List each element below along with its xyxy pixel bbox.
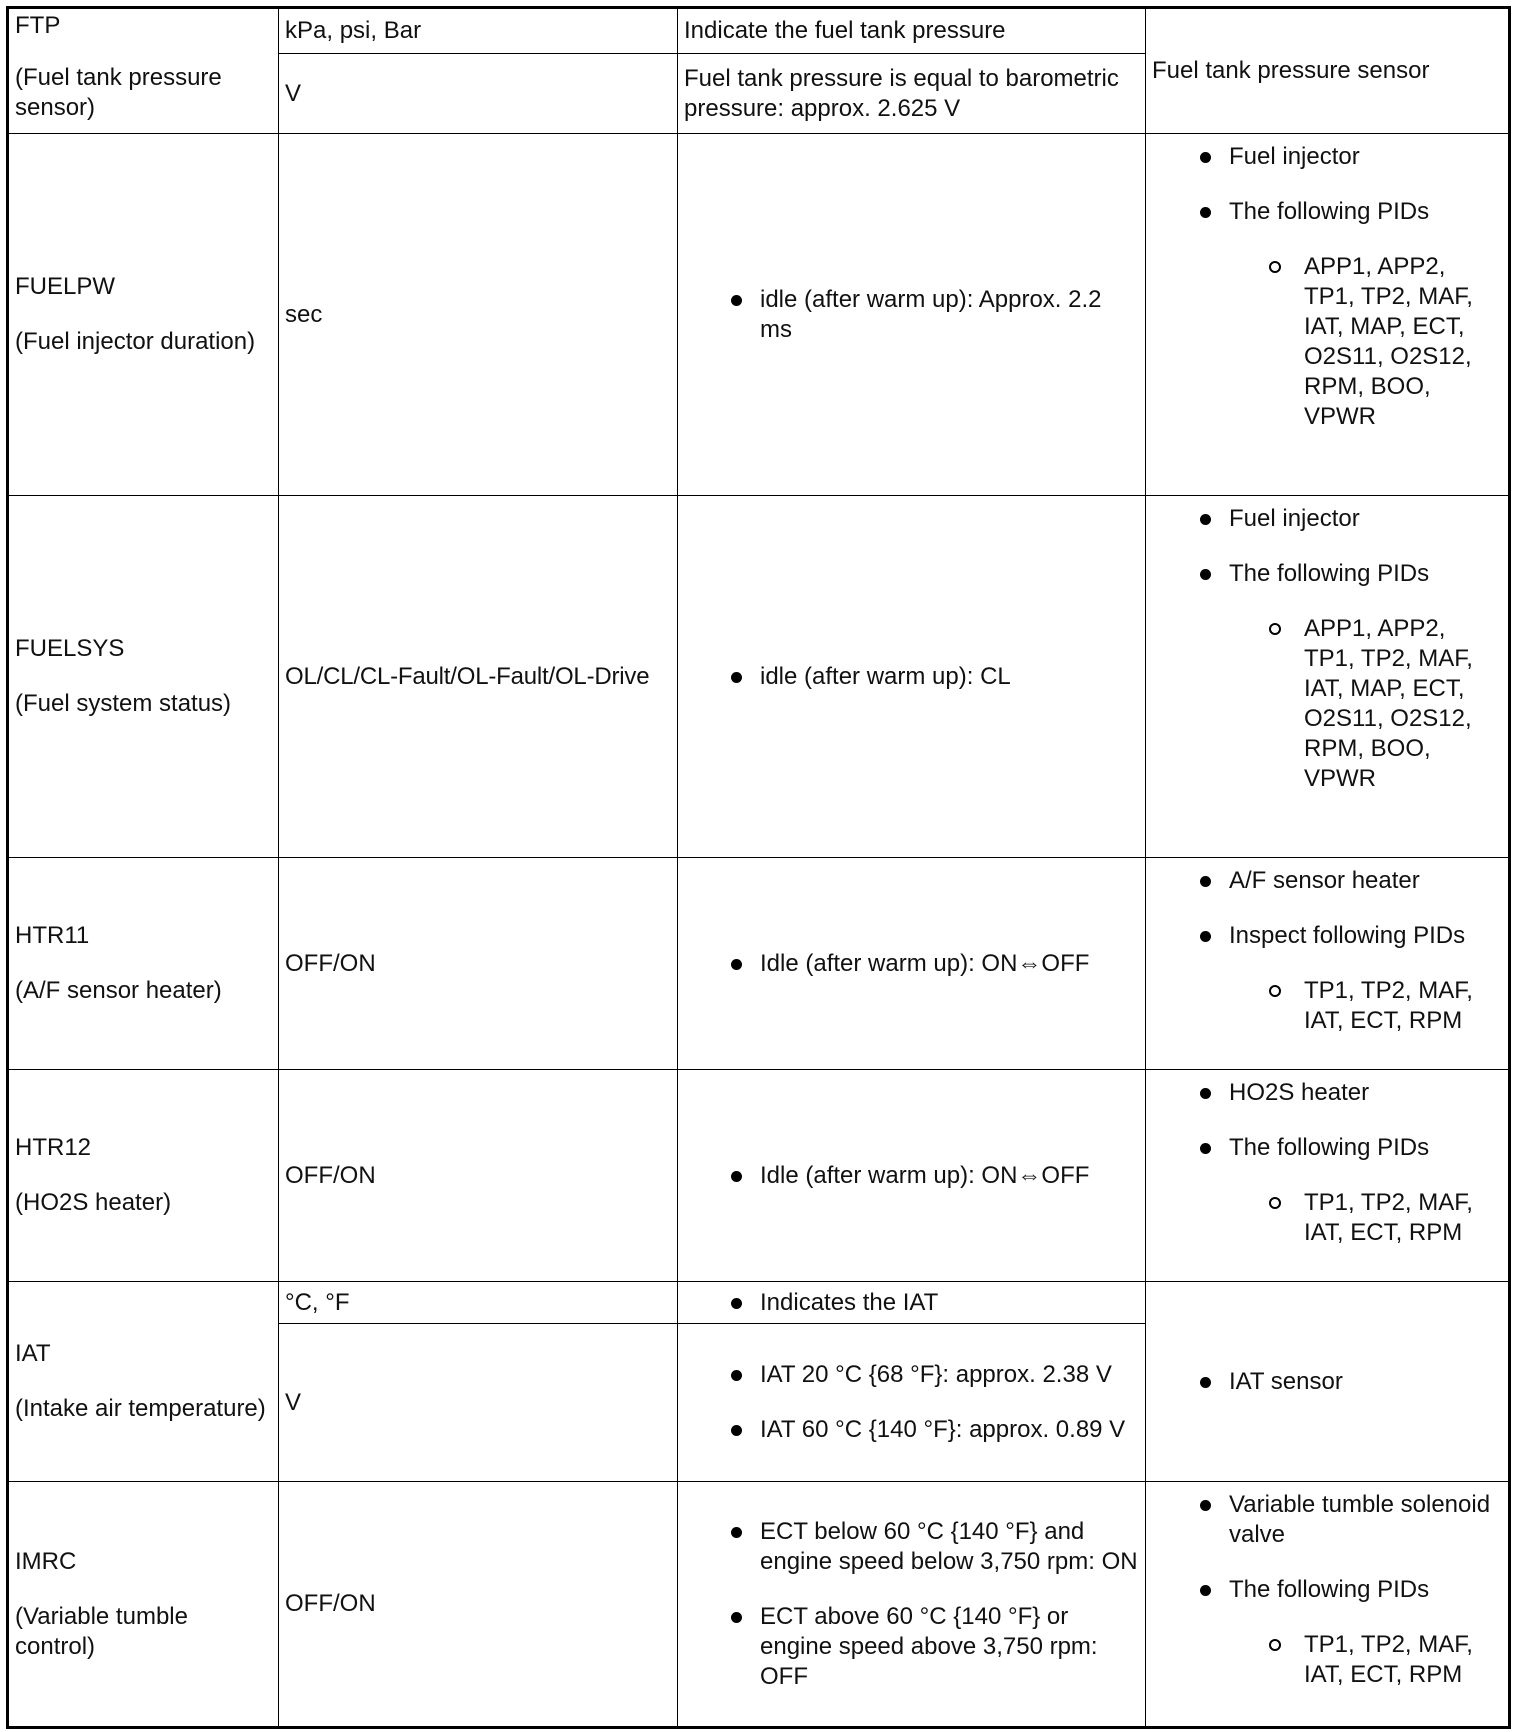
list-item: Variable tumble solenoid valve	[1152, 1490, 1502, 1550]
pid-cell	[8, 134, 279, 496]
inspection-item-cell	[1146, 1482, 1510, 1728]
unit-cell: OFF/ON	[279, 1070, 678, 1282]
inspection-item-cell	[1146, 134, 1510, 496]
list-item	[1152, 197, 1502, 432]
list-item: ECT below 60 °C {140 °F} and engine speed below 3,750 rpm: ON	[684, 1517, 1139, 1577]
list-item: IAT sensor	[1152, 1367, 1502, 1397]
sub-list-item: TP1, TP2, MAF, IAT, ECT, RPM	[1229, 976, 1502, 1036]
inspection-item-cell	[1146, 1070, 1510, 1282]
list-item: A/F sensor heater	[1152, 866, 1502, 896]
pid-cell	[8, 1282, 279, 1482]
pid-description: (A/F sensor heater)	[15, 977, 222, 1004]
pid-description: (Fuel injector duration)	[15, 328, 256, 355]
list-item: Fuel injector	[1152, 142, 1502, 172]
list-item: HO2S heater	[1152, 1078, 1502, 1108]
list-item-label: The following PIDs	[1229, 198, 1430, 225]
list-item: ECT above 60 °C {140 °F} or engine speed above 3,750 rpm: OFF	[684, 1602, 1139, 1692]
sub-list-item: TP1, TP2, MAF, IAT, ECT, RPM	[1229, 1630, 1502, 1690]
pid-description: (Variable tumble control)	[15, 1602, 188, 1660]
list-item: Idle (after warm up): ON⇔OFF	[684, 949, 1139, 979]
pid-cell	[8, 1482, 279, 1728]
pid-description: (Fuel tank pressure sensor)	[15, 64, 222, 121]
list-item: Fuel injector	[1152, 504, 1502, 534]
table-row-fuelsys	[8, 496, 1510, 858]
condition-cell	[678, 1070, 1146, 1282]
condition-cell	[678, 1324, 1146, 1482]
pid-description: (Fuel system status)	[15, 690, 232, 717]
unit-cell: V	[279, 1324, 678, 1482]
pid-cell	[8, 8, 279, 134]
list-item: IAT 60 °C {140 °F}: approx. 0.89 V	[684, 1415, 1139, 1445]
list-item: IAT 20 °C {68 °F}: approx. 2.38 V	[684, 1360, 1139, 1390]
table-row-htr11	[8, 858, 1510, 1070]
condition-cell	[678, 858, 1146, 1070]
unit-cell: sec	[279, 134, 678, 496]
list-item-label: Inspect following PIDs	[1229, 922, 1466, 949]
condition-cell: Indicate the fuel tank pressure	[678, 8, 1146, 54]
pid-description: (Intake air temperature)	[15, 1395, 266, 1422]
pid-name: FUELSYS	[15, 635, 125, 662]
table-row-fuelpw	[8, 134, 1510, 496]
condition-cell	[678, 134, 1146, 496]
unit-cell: V	[279, 54, 678, 134]
list-item-label: The following PIDs	[1229, 560, 1430, 587]
unit-cell: OFF/ON	[279, 858, 678, 1070]
pid-cell	[8, 1070, 279, 1282]
unit-cell: kPa, psi, Bar	[279, 8, 678, 54]
sub-list-item: TP1, TP2, MAF, IAT, ECT, RPM	[1229, 1188, 1502, 1248]
inspection-item-cell: Fuel tank pressure sensor	[1146, 8, 1510, 134]
sub-list-item: APP1, APP2, TP1, TP2, MAF, IAT, MAP, ECT, O2S11, O2S12, RPM, BOO, VPWR	[1229, 614, 1502, 794]
list-item-label: The following PIDs	[1229, 1576, 1430, 1603]
list-item: Indicates the IAT	[684, 1288, 1139, 1318]
table-row-imrc	[8, 1482, 1510, 1728]
list-item-label: The following PIDs	[1229, 1134, 1430, 1161]
pid-name: FTP	[15, 12, 61, 39]
pid-name: HTR11	[15, 922, 90, 949]
condition-cell	[678, 1282, 1146, 1324]
pid-name: IMRC	[15, 1547, 77, 1575]
pid-description: (HO2S heater)	[15, 1189, 172, 1216]
condition-cell	[678, 1482, 1146, 1728]
unit-cell: °C, °F	[279, 1282, 678, 1324]
condition-cell	[678, 496, 1146, 858]
pid-cell	[8, 496, 279, 858]
list-item	[1152, 1133, 1502, 1248]
condition-cell: Fuel tank pressure is equal to barometric pressure: approx. 2.625 V	[678, 54, 1146, 134]
list-item	[1152, 1575, 1502, 1690]
pid-monitor-table	[6, 6, 1511, 1729]
list-item	[1152, 559, 1502, 794]
table-row-iat	[8, 1282, 1510, 1324]
pid-name: HTR12	[15, 1134, 92, 1161]
list-item: idle (after warm up): Approx. 2.2 ms	[684, 285, 1139, 345]
inspection-item-cell	[1146, 496, 1510, 858]
pid-name: IAT	[15, 1340, 51, 1367]
list-item: idle (after warm up): CL	[684, 662, 1139, 692]
table-row-ftp	[8, 8, 1510, 54]
pid-cell	[8, 858, 279, 1070]
unit-cell: OL/CL/CL-Fault/OL-Fault/OL-Drive	[279, 496, 678, 858]
unit-cell: OFF/ON	[279, 1482, 678, 1728]
table-row-htr12	[8, 1070, 1510, 1282]
inspection-item-cell	[1146, 1282, 1510, 1482]
list-item: Idle (after warm up): ON⇔OFF	[684, 1161, 1139, 1191]
inspection-item-cell	[1146, 858, 1510, 1070]
sub-list-item: APP1, APP2, TP1, TP2, MAF, IAT, MAP, ECT, O2S11, O2S12, RPM, BOO, VPWR	[1229, 252, 1502, 432]
list-item	[1152, 921, 1502, 1036]
pid-name: FUELPW	[15, 273, 116, 300]
